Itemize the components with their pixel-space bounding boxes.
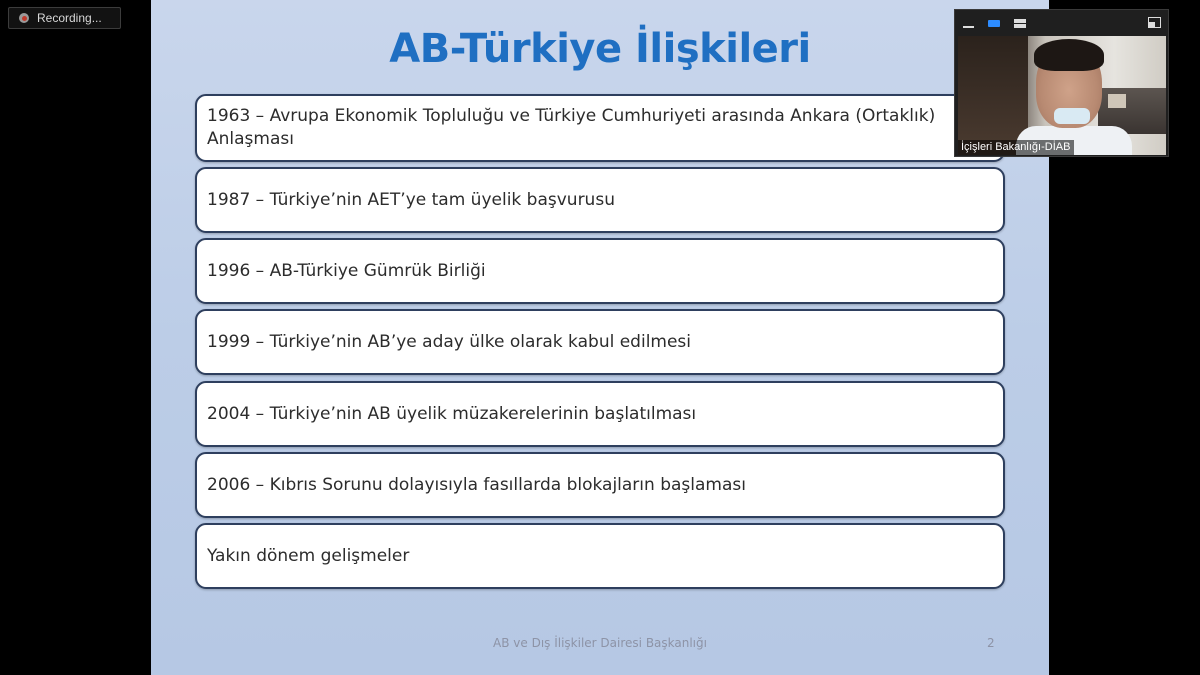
video-toolbar (955, 10, 1168, 36)
recording-indicator[interactable] (8, 7, 121, 29)
timeline-item-2004 (195, 381, 1005, 447)
slide-page-number: 2 (987, 636, 995, 650)
timeline-item-1999 (195, 309, 1005, 375)
minimize-icon[interactable] (961, 16, 977, 30)
timeline-item-recent (195, 523, 1005, 589)
slide-title: AB-Türkiye İlişkileri (389, 26, 811, 72)
participant-video-panel[interactable] (954, 9, 1169, 157)
speaker-view-icon[interactable] (986, 16, 1002, 30)
timeline-item-text: 1999 – Türkiye’nin AB’ye aday ülke olarak kabul edilmesi (207, 331, 692, 352)
timeline-item-text: 2004 – Türkiye’nin AB üyelik müzakerelerinin başlatılması (207, 403, 697, 424)
background-frame (1108, 94, 1126, 108)
timeline-item-text: Yakın dönem gelişmeler (207, 545, 410, 566)
recording-icon (19, 13, 29, 23)
slide-footer: AB ve Dış İlişkiler Dairesi Başkanlığı (493, 636, 707, 650)
timeline-item-text: 1987 – Türkiye’nin AET’ye tam üyelik başvurusu (207, 189, 615, 210)
recording-label: Recording... (37, 11, 102, 25)
timeline-item-1963 (195, 94, 1005, 162)
shared-slide (151, 0, 1049, 675)
exit-fullscreen-icon[interactable] (1147, 16, 1163, 30)
timeline-item-1996 (195, 238, 1005, 304)
timeline-item-text: 2006 – Kıbrıs Sorunu dolayısıyla fasıllarda blokajların başlaması (207, 474, 746, 495)
participant-video[interactable] (958, 36, 1166, 155)
participant-mask (1054, 108, 1090, 124)
gallery-view-icon[interactable] (1012, 16, 1028, 30)
participant-hair (1034, 39, 1104, 71)
timeline-item-2006 (195, 452, 1005, 518)
timeline-item-text: 1963 – Avrupa Ekonomik Topluluğu ve Türkiye Cumhuriyeti arasında Ankara (Ortaklık) Anlaşması (207, 106, 936, 149)
timeline-item-1987 (195, 167, 1005, 233)
timeline-item-text: 1996 – AB-Türkiye Gümrük Birliği (207, 260, 486, 281)
participant-name: İçişleri Bakanlığı-DİAB (958, 140, 1074, 155)
